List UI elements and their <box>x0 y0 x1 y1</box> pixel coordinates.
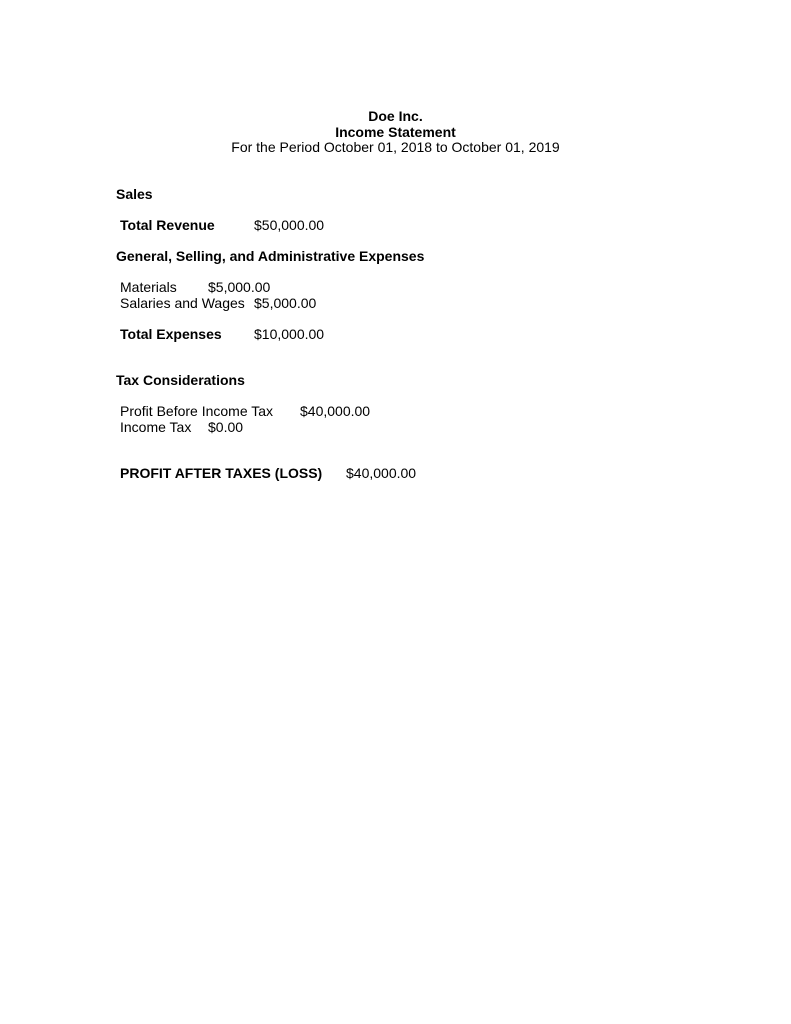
total-revenue-label: Total Revenue <box>120 217 215 233</box>
statement-period: For the Period October 01, 2018 to October 01, 2019 <box>231 139 560 155</box>
profit-before-tax-label: Profit Before Income Tax <box>120 403 274 419</box>
expense-item-value: $5,000.00 <box>208 279 271 295</box>
income-tax-label: Income Tax <box>120 419 192 435</box>
total-expenses-label: Total Expenses <box>120 326 222 342</box>
total-expenses-value: $10,000.00 <box>254 326 325 342</box>
total-revenue-value: $50,000.00 <box>254 217 325 233</box>
expense-item-value: $5,000.00 <box>254 295 317 311</box>
profit-after-taxes-value: $40,000.00 <box>346 465 417 481</box>
income-tax-value: $0.00 <box>208 419 244 435</box>
profit-before-tax-value: $40,000.00 <box>300 403 371 419</box>
expense-item-label: Materials <box>120 279 177 295</box>
expense-item-label: Salaries and Wages <box>120 295 245 311</box>
sales-heading: Sales <box>116 186 153 202</box>
expenses-heading: General, Selling, and Administrative Expenses <box>116 248 425 264</box>
tax-heading: Tax Considerations <box>116 372 245 388</box>
company-name: Doe Inc. <box>368 108 423 124</box>
profit-after-taxes-label: PROFIT AFTER TAXES (LOSS) <box>120 465 323 481</box>
statement-title: Income Statement <box>335 124 456 140</box>
